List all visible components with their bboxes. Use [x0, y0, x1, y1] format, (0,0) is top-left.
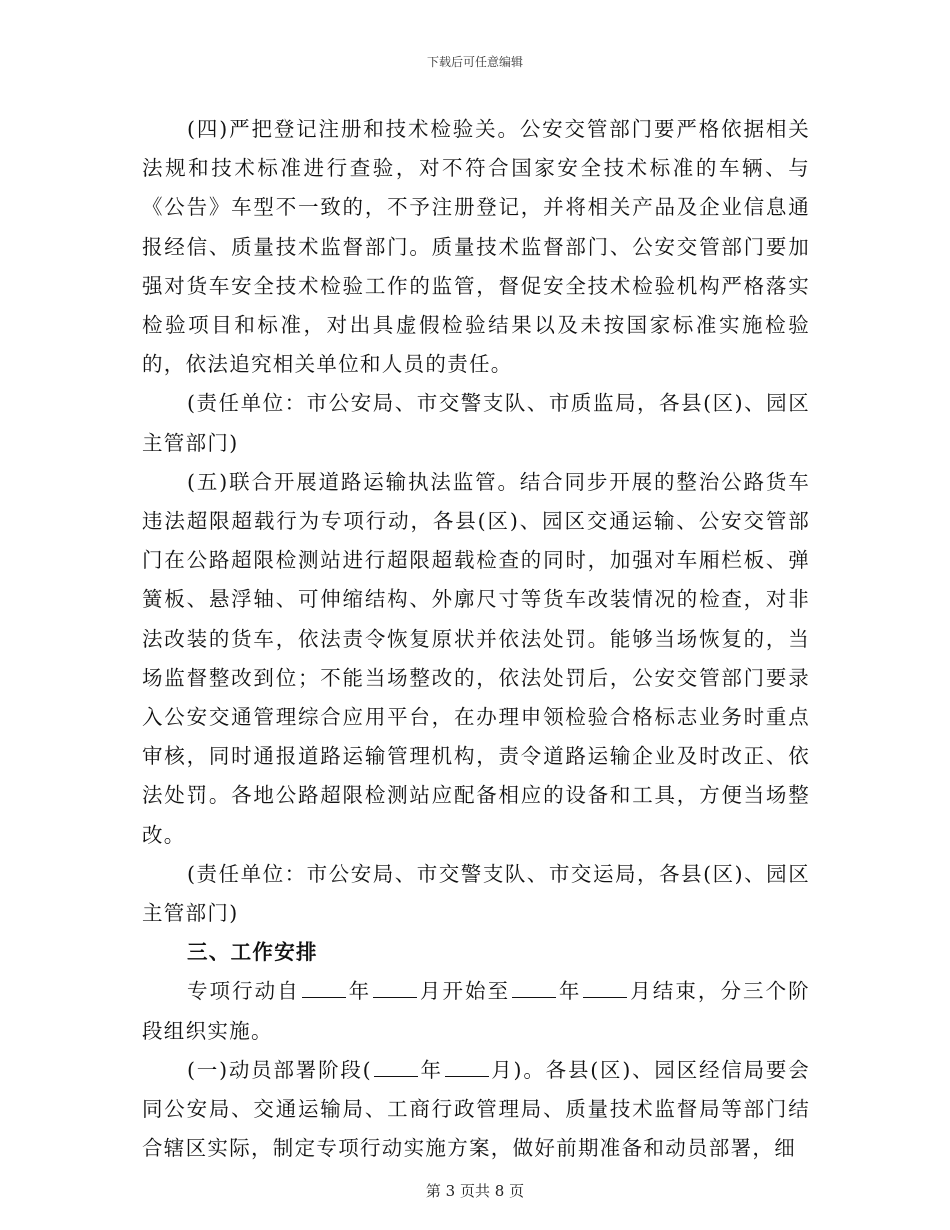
paragraph-joint-enforcement: (五)联合开展道路运输执法监管。结合同步开展的整治公路货车违法超限超载行为专项行动，各县(区)、园区交通运输、公安交管部门在公路超限检测站进行超限超载检查的同时，加强对车厢栏板、弹簧板、悬浮轴、可伸缩结构、外廓尺寸等货车改装情况的检查，对非法改装的货车，依法责令恢复原状并依法处罚。能够当场恢复的，当场监督整改到位；不能当场整改的，依法处罚后，公安交管部门要录入公安交通管理综合应用平台，在办理申领检验合格标志业务时重点审核，同时通报道路运输管理机构，责令道路运输企业及时改正、依法处罚。各地公路超限检测站应配备相应的设备和工具，方便当场整改。: [142, 469, 810, 847]
blank-line: [374, 1058, 418, 1077]
schedule-text-5: 月结束，分三个阶段组织实施。: [142, 979, 810, 1043]
paragraph-schedule: [142, 972, 810, 1050]
page-footer: 第 3 页共 8 页: [425, 1182, 525, 1200]
schedule-text-4: 年: [558, 979, 582, 1004]
section-heading-work-arrangement: 三、工作安排: [187, 940, 318, 965]
schedule-text-3: 月开始至: [419, 979, 511, 1004]
paragraph-responsibility-2: (责任单位：市公安局、市交警支队、市交运局，各县(区)、园区主管部门): [142, 861, 810, 926]
paragraph-phase-mobilization: [142, 1051, 810, 1169]
paragraph-registration-inspection: (四)严把登记注册和技术检验关。公安交管部门要严格依据相关法规和技术标准进行查验，对不符合国家安全技术标准的车辆、与《公告》车型不一致的，不予注册登记，并将相关产品及企业信息通报经信、质量技术监督部门。质量技术监督部门、公安交管部门要加强对货车安全技术检验工作的监管，督促安全技术检验机构严格落实检验项目和标准，对出具虚假检验结果以及未按国家标准实施检验的，依法追究相关单位和人员的责任。: [142, 117, 810, 377]
phase-text-2: 年: [419, 1057, 443, 1082]
schedule-text-2: 年: [347, 979, 372, 1004]
blank-line: [583, 979, 627, 998]
phase-text-1: (一)动员部署阶段(: [187, 1057, 372, 1082]
schedule-text-1: 专项行动自: [187, 979, 300, 1004]
phase-text-3: 月)。各县(区)、园区经信局要会同公安局、交通运输局、工商行政管理局、质量技术监督局等部门结合辖区实际，制定专项行动实施方案，做好前期准备和动员部署，细: [142, 1057, 810, 1161]
page-header: 下载后可任意编辑: [426, 55, 523, 69]
blank-line: [512, 979, 556, 998]
document-body: [142, 110, 810, 1168]
blank-line: [302, 979, 346, 998]
paragraph-responsibility-1: (责任单位：市公安局、市交警支队、市质监局，各县(区)、园区主管部门): [142, 391, 810, 455]
blank-line: [445, 1058, 489, 1077]
blank-line: [373, 979, 417, 998]
